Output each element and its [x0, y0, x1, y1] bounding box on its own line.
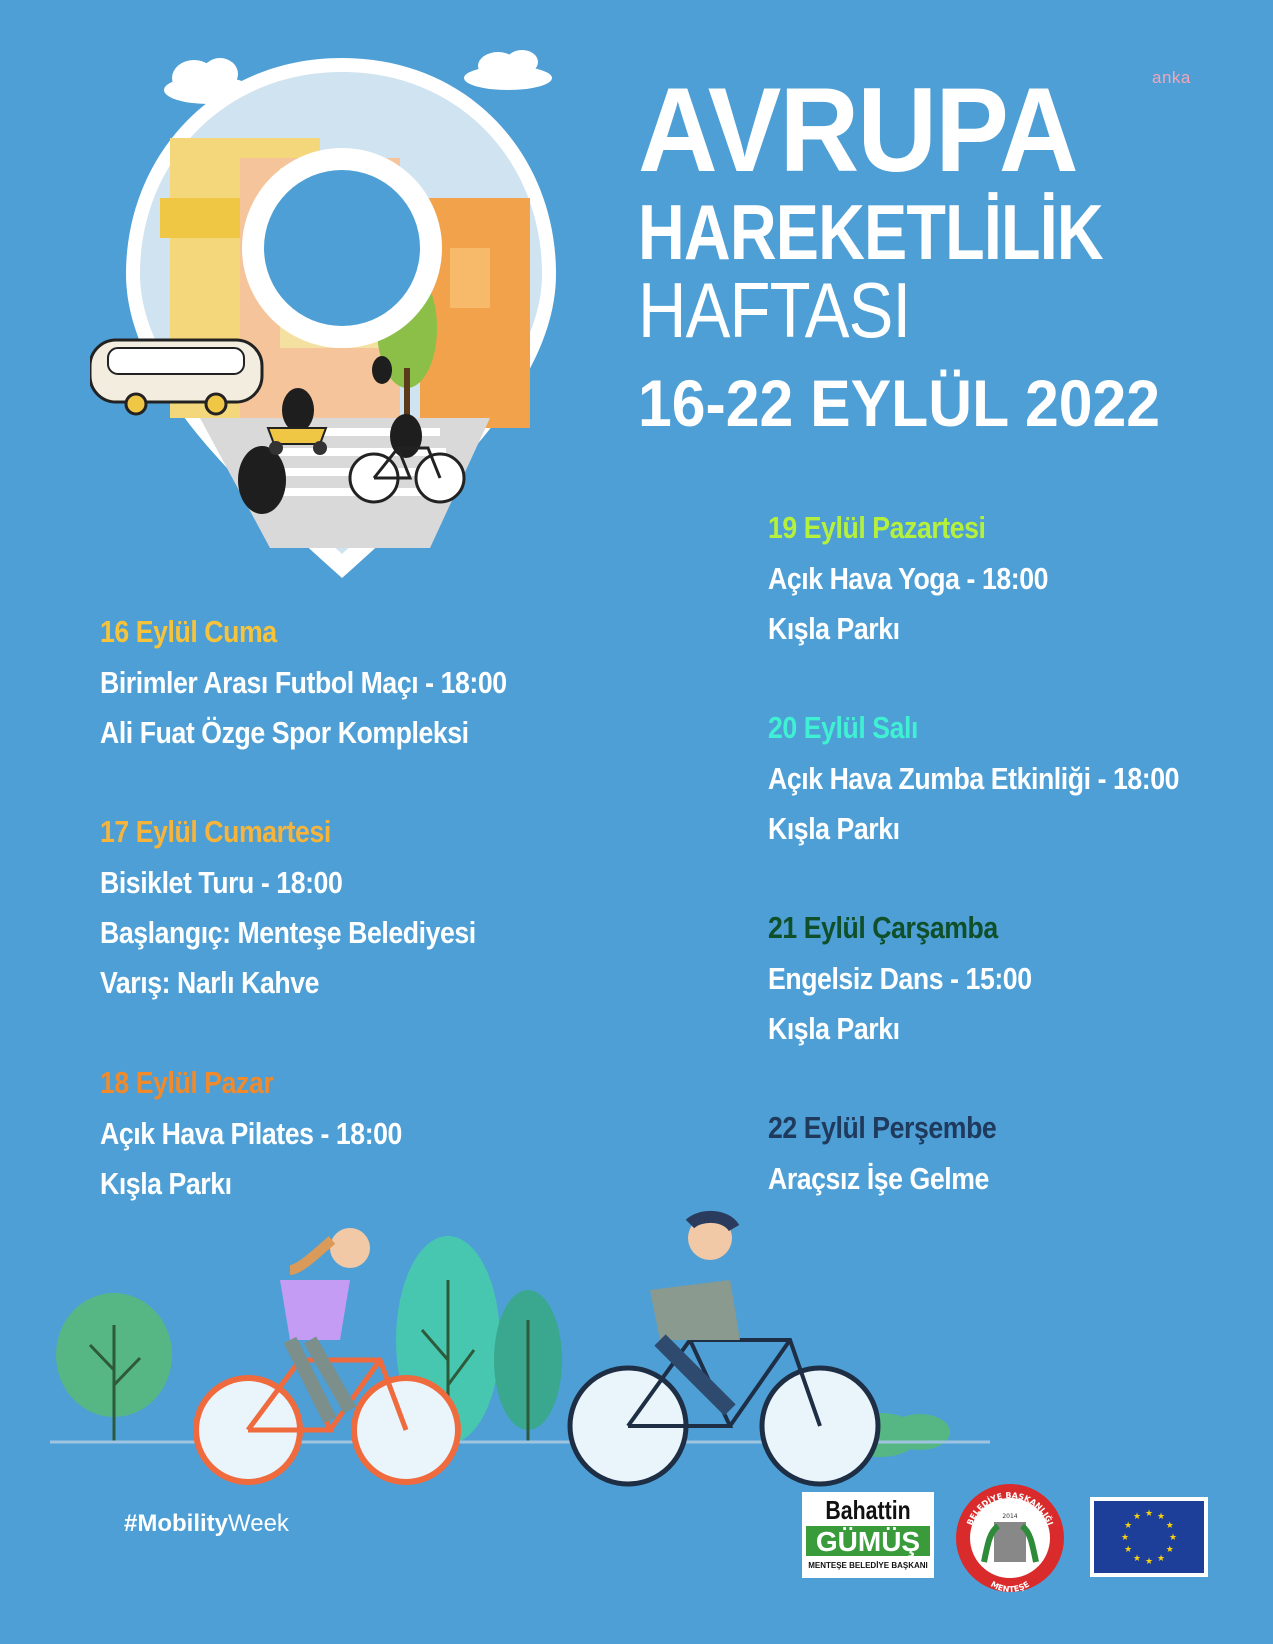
eu-star-icon: ★ — [1120, 1533, 1130, 1543]
title-line-2: HAREKETLİLİK — [638, 188, 1103, 276]
event-detail: Varış: Narlı Kahve — [100, 965, 319, 1000]
event-detail: Engelsiz Dans - 15:00 — [768, 961, 1032, 996]
tree-icon — [56, 1293, 172, 1442]
eu-star-icon: ★ — [1124, 1521, 1133, 1531]
municipality-seal-icon — [954, 1482, 1066, 1594]
hashtag-normal: Week — [228, 1510, 289, 1537]
hashtag-bold: #Mobility — [124, 1510, 229, 1537]
title-line-1: AVRUPA — [638, 63, 1077, 197]
seal-year: 2014 — [1002, 1513, 1018, 1520]
event-17-september — [100, 812, 537, 1008]
event-detail: Kışla Parkı — [100, 1166, 232, 1201]
seal-bottom-text: MENTEŞE — [989, 1579, 1031, 1594]
cloud-icon — [464, 50, 552, 90]
event-20-september — [768, 708, 1246, 854]
cyclists-illustration — [50, 1210, 990, 1490]
event-day: 21 Eylül Çarşamba — [768, 910, 998, 945]
event-day: 17 Eylül Cumartesi — [100, 814, 331, 849]
mayor-first-name: Bahattin — [825, 1495, 911, 1525]
event-21-september — [768, 908, 1075, 1054]
seal-top-text: BELEDİYE BAŞKANLIĞI — [965, 1490, 1055, 1527]
eu-flag-icon — [1090, 1497, 1208, 1577]
mayor-logo — [802, 1492, 934, 1578]
event-detail: Kışla Parkı — [768, 611, 900, 646]
mayor-last-name: GÜMÜŞ — [806, 1526, 930, 1556]
bus-icon — [90, 340, 262, 414]
eu-star-icon: ★ — [1156, 1512, 1166, 1523]
event-detail: Başlangıç: Menteşe Belediyesi — [100, 915, 476, 950]
event-day: 16 Eylül Cuma — [100, 614, 277, 649]
event-day: 19 Eylül Pazartesi — [768, 510, 986, 545]
event-detail: Kışla Parkı — [768, 1011, 900, 1046]
event-detail: Açık Hava Yoga - 18:00 — [768, 561, 1049, 596]
event-16-september — [100, 612, 573, 758]
eu-star-icon: ★ — [1124, 1545, 1133, 1555]
event-detail: Araçsız İşe Gelme — [768, 1161, 989, 1196]
hashtag — [124, 1510, 289, 1538]
event-22-september — [768, 1108, 1034, 1204]
eu-star-icon: ★ — [1165, 1545, 1174, 1555]
event-detail: Kışla Parkı — [768, 811, 900, 846]
eu-star-icon: ★ — [1132, 1553, 1142, 1564]
mayor-title: MENTEŞE BELEDİYE BAŞKANI — [808, 1561, 928, 1570]
eu-star-icon: ★ — [1168, 1533, 1178, 1543]
event-detail: Bisiklet Turu - 18:00 — [100, 865, 343, 900]
title-line-3: HAFTASI — [638, 266, 911, 354]
tree-icon — [494, 1290, 562, 1442]
eu-star-icon: ★ — [1165, 1521, 1174, 1531]
watermark: anka — [1152, 68, 1191, 87]
eu-star-icon: ★ — [1156, 1553, 1166, 1564]
event-detail: Açık Hava Zumba Etkinliği - 18:00 — [768, 761, 1180, 796]
event-day: 22 Eylül Perşembe — [768, 1110, 997, 1145]
title-dates: 16-22 EYLÜL 2022 — [638, 366, 1161, 440]
eu-star-icon: ★ — [1144, 1557, 1154, 1567]
man-cyclist-icon — [570, 1216, 878, 1484]
event-18-september — [100, 1063, 451, 1209]
event-detail: Açık Hava Pilates - 18:00 — [100, 1116, 402, 1151]
location-pin-illustration — [90, 48, 570, 588]
event-day: 20 Eylül Salı — [768, 710, 919, 745]
event-day: 18 Eylül Pazar — [100, 1065, 274, 1100]
event-19-september — [768, 508, 1094, 654]
eu-star-icon: ★ — [1144, 1509, 1154, 1519]
event-detail: Birimler Arası Futbol Maçı - 18:00 — [100, 665, 507, 700]
eu-star-icon: ★ — [1132, 1512, 1142, 1523]
event-detail: Ali Fuat Özge Spor Kompleksi — [100, 715, 469, 750]
